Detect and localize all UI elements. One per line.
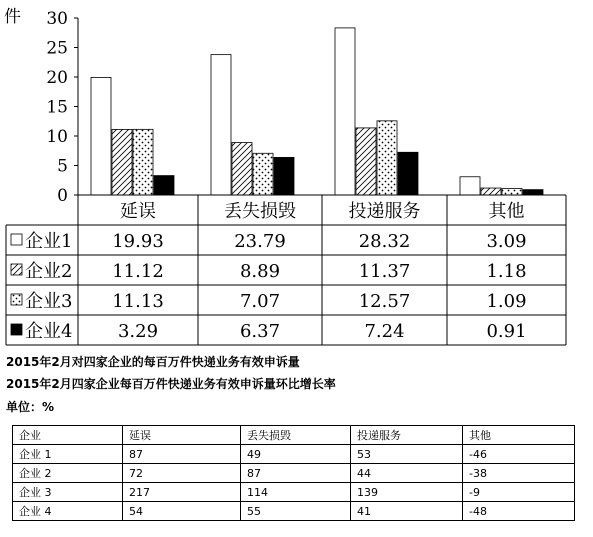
y-tick-label-30: 30: [46, 9, 68, 29]
bar-企业2-其他: [481, 188, 501, 195]
table-row: [13, 464, 575, 483]
bar-企业1-延误: [91, 77, 111, 195]
y-tick-label-0: 0: [57, 186, 68, 206]
legend-swatch-企业3: [11, 294, 22, 305]
growth-header-cell: 其他: [463, 426, 575, 445]
legend-label-企业4: 企业4: [25, 321, 73, 342]
growth-header-cell: 延误: [123, 426, 241, 445]
legend-label-企业1: 企业1: [25, 231, 73, 252]
data-label-企业3-投递服务: 12.57: [358, 291, 411, 312]
bar-企业1-丢失损毁: [211, 55, 231, 195]
data-label-企业4-其他: 0.91: [486, 321, 527, 342]
growth-cell: 企业 4: [13, 502, 123, 521]
bar-企业4-延误: [154, 176, 174, 195]
growth-cell: 41: [351, 502, 463, 521]
growth-cell: 139: [351, 483, 463, 502]
data-label-企业1-延误: 19.93: [112, 231, 164, 252]
growth-cell: 49: [241, 445, 351, 464]
bar-企业3-其他: [502, 189, 522, 195]
bar-企业4-丢失损毁: [274, 157, 294, 195]
data-label-企业1-其他: 3.09: [486, 231, 527, 252]
caption-growth-rate: 2015年2月四家企业每百万件快递业务有效申诉量环比增长率: [6, 377, 336, 391]
bar-企业3-投递服务: [377, 121, 397, 195]
growth-rate-table: [12, 425, 575, 521]
bar-企业1-其他: [460, 177, 480, 195]
category-label-投递服务: 投递服务: [348, 201, 421, 222]
y-tick-label-15: 15: [46, 97, 68, 118]
bar-企业3-延误: [133, 129, 153, 195]
bar-企业3-丢失损毁: [253, 153, 273, 195]
growth-cell: -38: [463, 464, 575, 483]
growth-cell: 企业 2: [13, 464, 123, 483]
data-label-企业2-延误: 11.12: [112, 261, 164, 282]
y-tick-label-10: 10: [46, 127, 68, 147]
data-label-企业4-丢失损毁: 6.37: [239, 321, 281, 342]
growth-cell: 55: [241, 502, 351, 521]
growth-table-header-row: [13, 426, 575, 445]
growth-cell: -9: [463, 483, 575, 502]
table-row: [13, 445, 575, 464]
category-label-丢失损毁: 丢失损毁: [224, 201, 296, 222]
growth-cell: 72: [123, 464, 241, 483]
growth-cell: 54: [123, 502, 241, 521]
growth-cell: 87: [123, 445, 241, 464]
growth-cell: 企业 3: [13, 483, 123, 502]
bar-企业1-投递服务: [335, 28, 355, 195]
growth-cell: 企业 1: [13, 445, 123, 464]
legend-label-企业2: 企业2: [25, 261, 73, 282]
y-tick-label-25: 25: [46, 38, 68, 59]
data-label-企业4-延误: 3.29: [117, 321, 159, 342]
growth-cell: 217: [123, 483, 241, 502]
legend-swatch-企业4: [11, 324, 22, 335]
data-label-企业1-投递服务: 28.32: [358, 231, 411, 252]
caption-complaints: 2015年2月对四家企业的每百万件快递业务有效申诉量: [6, 355, 300, 369]
legend-label-企业3: 企业3: [25, 291, 73, 312]
y-unit-label: 件: [4, 7, 21, 27]
caption-unit: 单位：%: [6, 400, 55, 414]
bar-企业2-投递服务: [356, 128, 376, 195]
data-label-企业3-丢失损毁: 7.07: [239, 291, 281, 312]
data-label-企业3-其他: 1.09: [486, 291, 527, 312]
data-label-企业1-丢失损毁: 23.79: [234, 231, 286, 252]
data-label-企业4-投递服务: 7.24: [364, 321, 405, 342]
bar-企业4-其他: [523, 190, 543, 195]
bar-企业2-延误: [112, 129, 132, 195]
data-label-企业2-丢失损毁: 8.89: [239, 261, 281, 282]
growth-header-cell: 投递服务: [351, 426, 463, 445]
growth-cell: 87: [241, 464, 351, 483]
y-tick-label-20: 20: [46, 68, 68, 88]
table-row: [13, 483, 575, 502]
bar-企业2-丢失损毁: [232, 143, 252, 195]
bar-企业4-投递服务: [398, 152, 418, 195]
growth-header-cell: 丢失损毁: [241, 426, 351, 445]
data-label-企业3-延误: 11.13: [112, 291, 164, 312]
legend-swatch-企业2: [11, 264, 22, 275]
growth-cell: 53: [351, 445, 463, 464]
table-row: [13, 502, 575, 521]
y-tick-label-5: 5: [57, 156, 68, 177]
category-label-延误: 延误: [120, 201, 156, 222]
data-label-企业2-投递服务: 11.37: [358, 261, 411, 282]
growth-cell: 114: [241, 483, 351, 502]
growth-cell: -46: [463, 445, 575, 464]
category-label-其他: 其他: [488, 201, 525, 222]
growth-cell: -48: [463, 502, 575, 521]
legend-swatch-企业1: [11, 234, 22, 245]
data-label-企业2-其他: 1.18: [486, 261, 527, 282]
growth-cell: 44: [351, 464, 463, 483]
growth-header-cell: 企业: [13, 426, 123, 445]
